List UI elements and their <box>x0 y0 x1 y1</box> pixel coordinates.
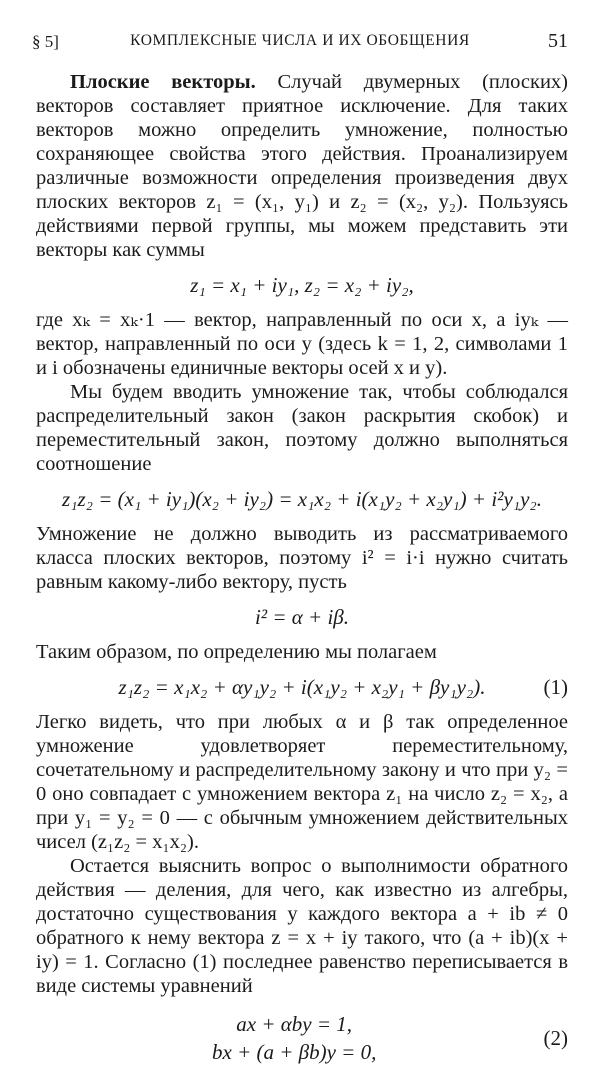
formula-multiplication-definition <box>36 673 568 701</box>
paragraph-definition: Таким образом, по определению мы полагаем <box>36 641 437 663</box>
formula-body: z₁z₂ = x₁x₂ + αy₁y₂ + i(x₁y₂ + x₂y₁ + βy₁y₂). <box>118 675 486 699</box>
paragraph-axis-notation: где xₖ = xₖ·1 — вектор, направленный по оси x, а iyₖ — вектор, направленный по оси y (здесь k = 1, 2, символами 1 и i обозначены единичные векторы осей x и y). <box>36 309 568 379</box>
formula-i-squared: i² = α + iβ. <box>254 605 350 629</box>
paragraph-properties: Легко видеть, что при любых α и β так определенное умножение удовлетворяет переместительному, сочетательному и распределительному закону и что при y₂ = 0 оно совпадает с умножением вектора z₁ на число z₂ = x₂, а при y₁ = y₂ = 0 — с обычным умножением действительных чисел (z₁z₂ = x₁x₂). <box>36 711 568 853</box>
paragraph-heading: Плоские векторы. <box>70 71 256 93</box>
running-title: КОМПЛЕКСНЫЕ ЧИСЛА И ИХ ОБОБЩЕНИЯ <box>130 32 470 49</box>
system-lines <box>212 1010 376 1066</box>
system-equation-2: bx + (a + βb)y = 0, <box>212 1040 377 1064</box>
formula-product-expansion: z₁z₂ = (x₁ + iy₁)(x₂ + iy₂) = x₁x₂ + i(x₁y₂ + x₂y₁) + i²y₁y₂. <box>62 487 542 511</box>
equation-number-2: (2) <box>543 1026 568 1050</box>
running-header <box>32 30 568 56</box>
system-equation-1: ax + αby = 1, <box>236 1012 353 1036</box>
paragraph-plane-vectors <box>36 70 568 262</box>
paragraph-distributive-law: Мы будем вводить умножение так, чтобы соблюдался распределительный закон (закон раскрытия скобок) и переместительный закон, поэтому должно выполняться соотношение <box>36 381 568 475</box>
paragraph-i-squared: Умножение не должно выводить из рассматриваемого класса плоских векторов, поэтому i² = i·i нужно считать равным какому-либо вектору, пусть <box>36 523 568 593</box>
page-number: 51 <box>548 30 568 52</box>
formula-vector-sums: z₁ = x₁ + iy₁, z₂ = x₂ + iy₂, <box>190 273 414 297</box>
section-marker: § 5] <box>32 32 59 51</box>
paragraph-text: Случай двумерных (плоских) векторов составляет приятное исключение. Для таких векторов можно определить умножение, полностью сохраняющее свойства этого действия. Проанализируем различные возможности определения произведения двух плоских векторов z₁ = (x₁, y₁) и z₂ = (x₂, y₂). Пользуясь действиями первой группы, мы можем представить эти векторы как суммы <box>36 71 568 261</box>
paragraph-division: Остается выяснить вопрос о выполнимости обратного действия — деления, для чего, как известно из алгебры, достаточно существования у каждого вектора a + ib ≠ 0 обратного к нему вектора z = x + iy такого, что (a + ib)(x + iy) = 1. Согласно (1) последнее равенство переписывается в виде системы уравнений <box>36 855 568 997</box>
equation-system <box>36 1010 568 1066</box>
page-body <box>36 70 568 1066</box>
equation-number-1: (1) <box>543 675 568 699</box>
